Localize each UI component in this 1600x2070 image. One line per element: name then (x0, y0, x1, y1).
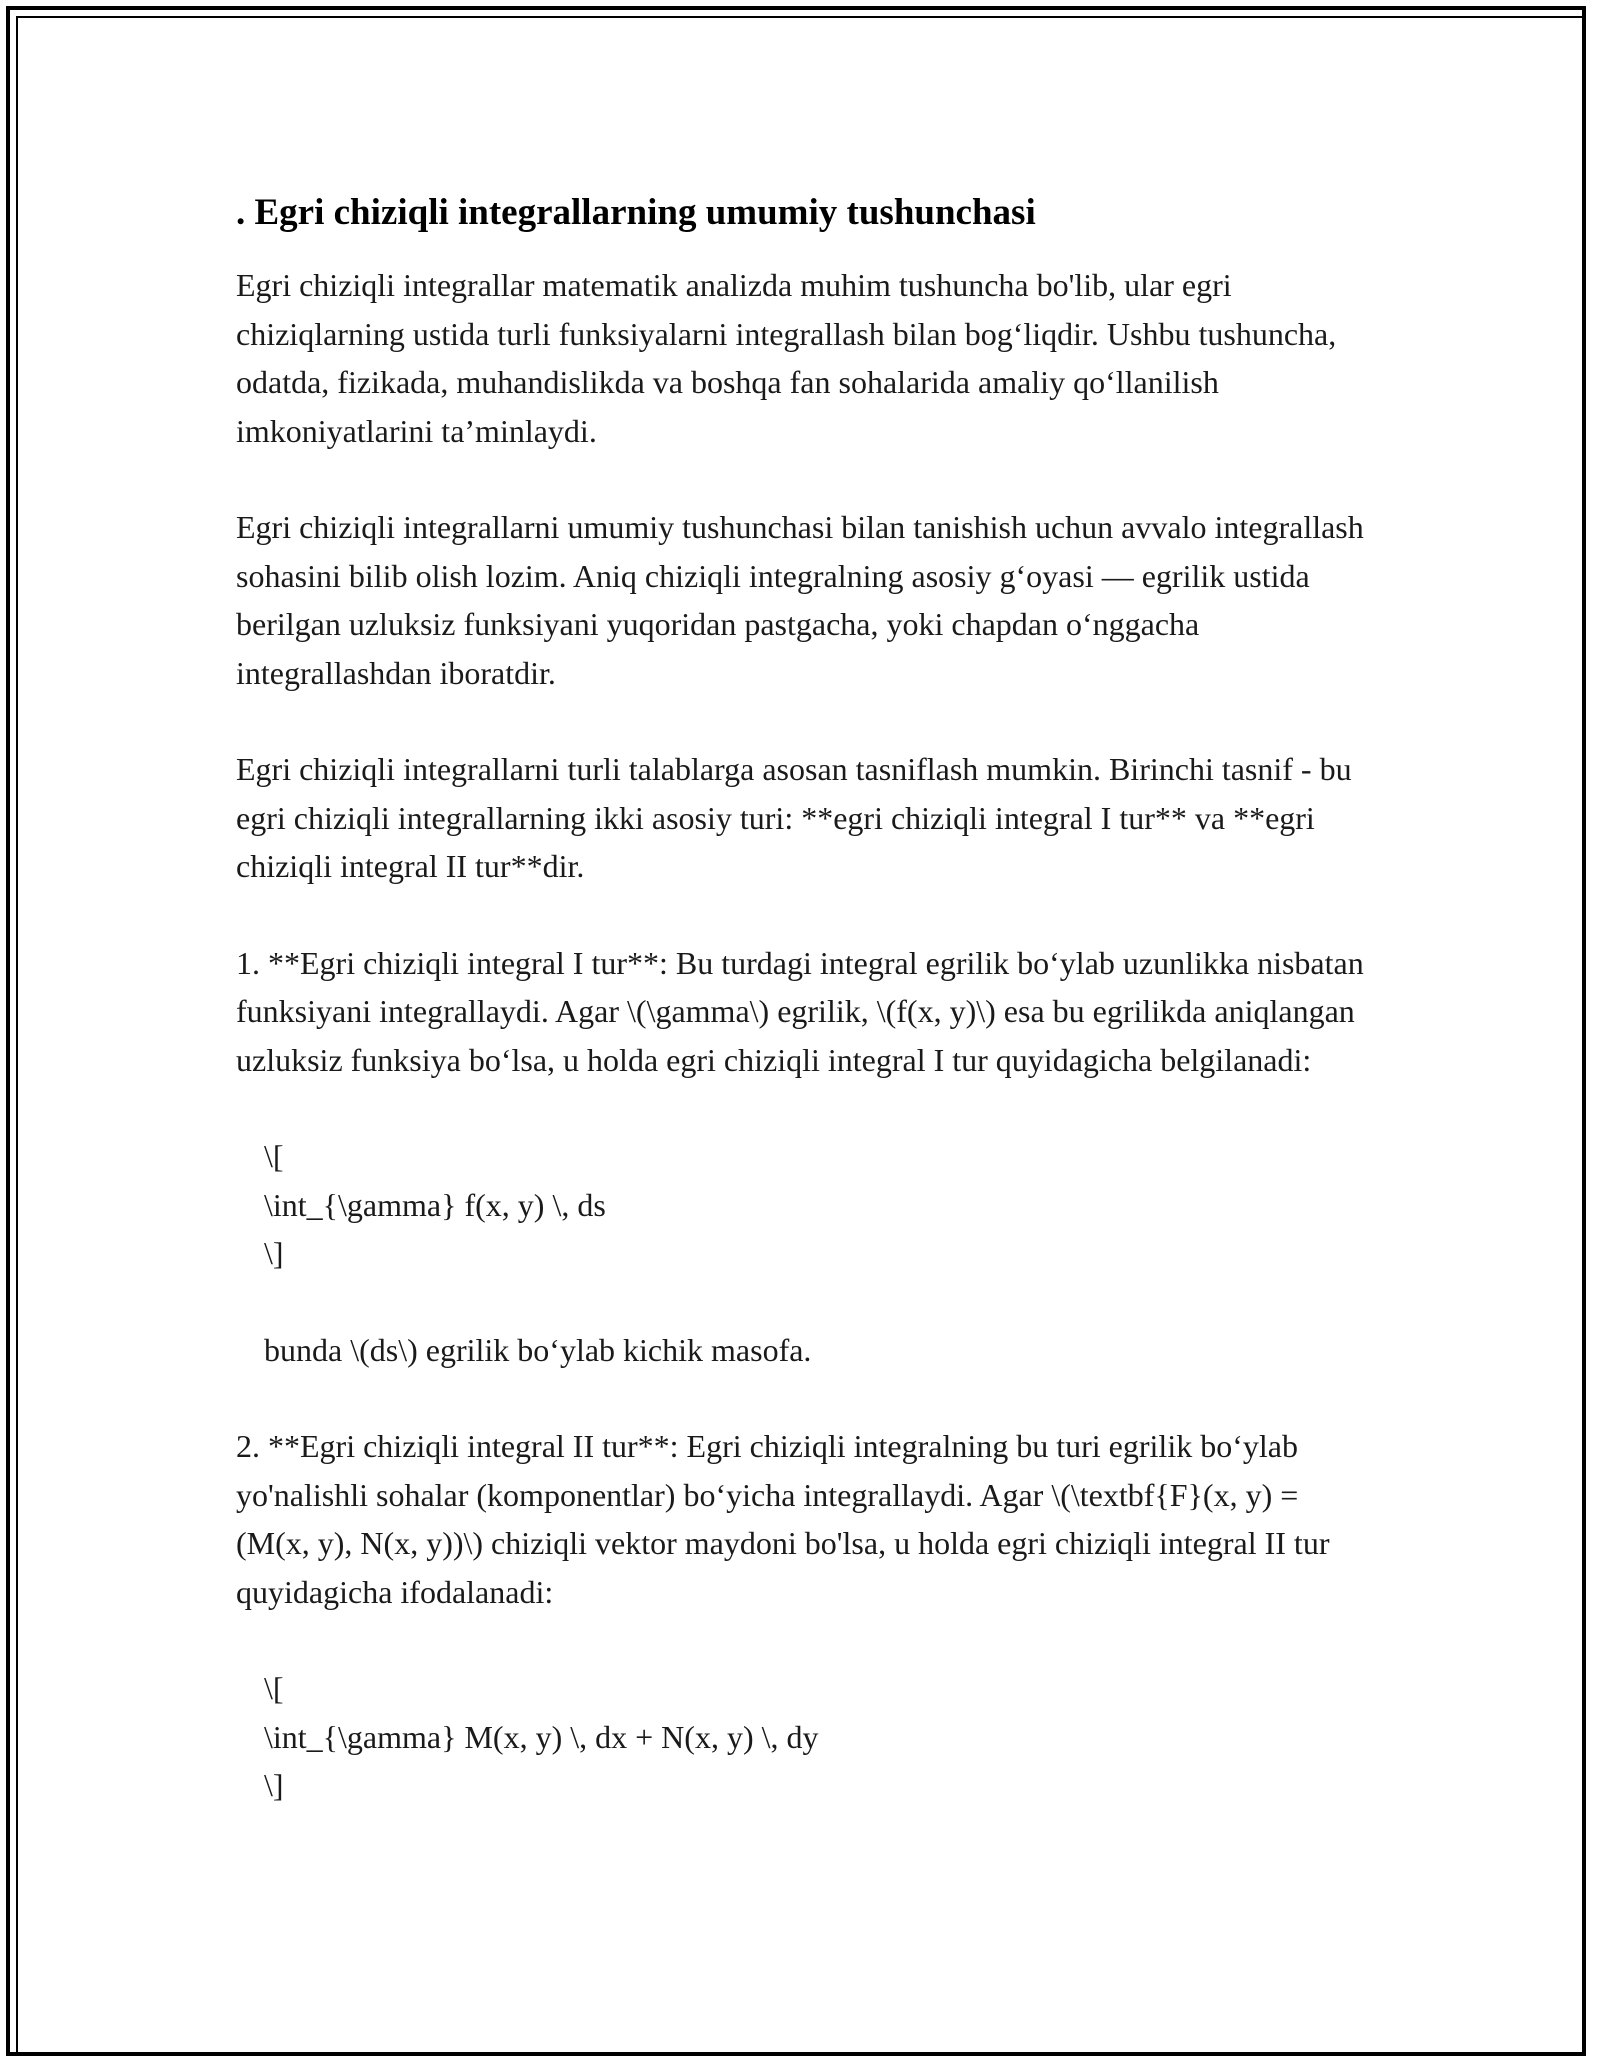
paragraph-ds-note: bunda \(ds\) egrilik bo‘ylab kichik masofa. (264, 1331, 812, 1368)
formula-open-bracket: \[ (264, 1138, 284, 1174)
formula-close-bracket: \] (264, 1767, 284, 1803)
paragraph-type-two: 2. **Egri chiziqli integral II tur**: Egri chiziqli integralning bu turi egrilik bo‘ylab yo'nalishli sohalar (komponentlar) bo‘yicha integrallaydi. Agar \(\textbf{F}(x, y) = (M(x, y), N(x, y))\) chiziqli vektor maydoni bo'lsa, u holda egri chiziqli integral II tur quyidagicha ifodalanadi: (236, 1428, 1330, 1610)
formula-type-two (264, 1664, 1376, 1810)
section-heading: . Egri chiziqli integrallarning umumiy tushunchasi (236, 192, 1036, 233)
paragraph-type-one: 1. **Egri chiziqli integral I tur**: Bu turdagi integral egrilik bo‘ylab uzunlikka nisbatan funksiyani integrallaydi. Agar \(\gamma\) egrilik, \(f(x, y)\) esa bu egrilikda aniqlangan uzluksiz funksiya bo‘lsa, u holda egri chiziqli integral I tur quyidagicha belgilanadi: (236, 944, 1364, 1078)
formula-type-one (264, 1132, 1376, 1278)
formula-body: \int_{\gamma} M(x, y) \, dx + N(x, y) \, dy (264, 1718, 819, 1755)
formula-close-bracket: \] (264, 1235, 284, 1271)
paragraph-classification: Egri chiziqli integrallarni turli talablarga asosan tasniflash mumkin. Birinchi tasnif - bu egri chiziqli integrallarning ikki asosiy turi: **egri chiziqli integral I tur** va **egri chiziqli integral II tur**dir. (236, 751, 1352, 884)
paragraph-concept: Egri chiziqli integrallarni umumiy tushunchasi bilan tanishish uchun avvalo integrallash sohasini bilib olish lozim. Aniq chiziqli integralning asosiy g‘oyasi — egrilik ustida berilgan uzluksiz funksiyani yuqoridan pastgacha, yoki chapdan o‘nggacha integrallashdan iboratdir. (236, 509, 1364, 691)
paragraph-intro: Egri chiziqli integrallar matematik analizda muhim tushuncha bo'lib, ular egri chiziqlarning ustida turli funksiyalarni integrallash bilan bog‘liqdir. Ushbu tushuncha, odatda, fizikada, muhandislikda va boshqa fan sohalarida amaliy qo‘llanilish imkoniyatlarini ta’minlaydi. (236, 267, 1337, 449)
formula-body: \int_{\gamma} f(x, y) \, ds (264, 1186, 606, 1223)
formula-open-bracket: \[ (264, 1670, 284, 1706)
document-body (236, 185, 1376, 1858)
